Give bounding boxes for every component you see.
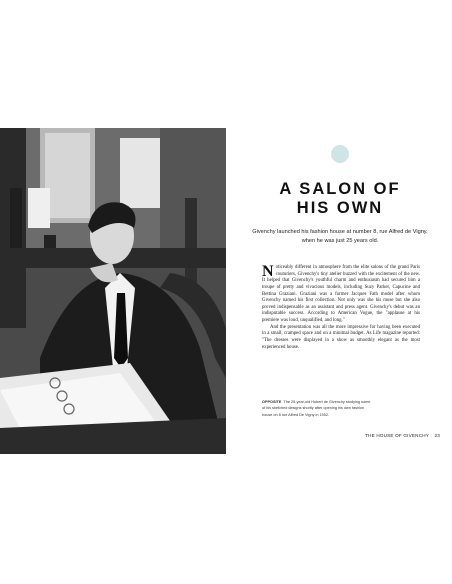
drop-cap: N — [262, 263, 274, 280]
running-head: THE HOUSE OF GIVENCHY — [365, 433, 429, 438]
title-line-1: A SALON OF — [279, 180, 401, 198]
page-number: 23 — [434, 433, 440, 438]
intro-text: Givenchy launched his fashion house at number 8, rue Alfred de Vigny, when he was just 25 years old. — [252, 229, 428, 244]
caption-label: OPPOSITE — [262, 400, 282, 404]
body-paragraph-2: And the presentation was all the more impressive for having been executed in a small, cramped space and on a minimal budget. As Life magazine reported: "The dresses were displayed in a show as smoothly elegant as the most experienced house. — [262, 324, 420, 350]
photo-caption — [262, 399, 372, 418]
page-footer — [350, 433, 440, 438]
decorative-dot — [331, 145, 349, 163]
photo-givenchy-studying-sketches — [0, 128, 226, 454]
body-paragraph-1-text: oticeably different in atmosphere from the elite salons of the grand Paris couturiers, Givenchy's tiny atelier buzzed with the excitement of the new. It helped that Givenchy's youthful charm and enthusiasm had secured him a troupe of pretty and vivacious models, including Suzy Parker, Capucine and Bettina Graziani. Graziani was a former Jacques Fath model after whom Givenchy named his first collection. Not only was she his muse but she also proved indispensable as an assistant and press agent. Givenchy's debut was an indisputable success. According to American Vogue, the "applause at his premiere was loud, unqualified, and long." — [262, 265, 420, 323]
body-paragraph-1 — [262, 265, 420, 325]
title-line-2: HIS OWN — [296, 199, 384, 217]
page-title — [240, 180, 440, 218]
body-text — [262, 265, 420, 351]
caption-text: The 25-year-old Hubert de Givenchy studying some of his sketched designs shortly after opening his own fashion house on 8 rue Alfred De Vigny in 1952. — [262, 400, 371, 417]
photo-illustration — [0, 128, 226, 454]
